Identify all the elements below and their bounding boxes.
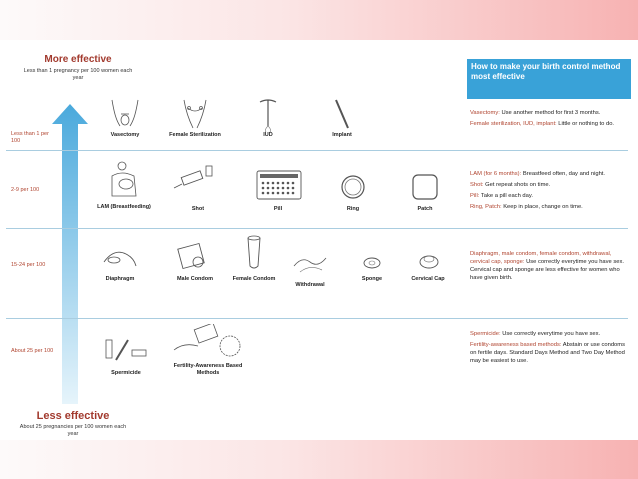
method-label: Implant: [332, 132, 352, 138]
advice-text: Keep in place, change on time.: [501, 204, 583, 210]
diaphragm-icon: [100, 244, 140, 270]
implant-icon: [330, 98, 354, 130]
method-label: LAM (Breastfeeding): [97, 204, 151, 210]
iud-icon: [258, 96, 278, 132]
advice-label: Spermicide:: [470, 331, 501, 337]
advice-tier-4: [470, 330, 630, 368]
advice-text: Breastfeed often, day and night.: [521, 171, 606, 177]
method-label: Cervical Cap: [411, 276, 445, 282]
lam-breastfeeding-icon: [106, 160, 142, 200]
patch-icon: [412, 174, 438, 200]
advice-tier-3: [470, 250, 630, 285]
advice-text: Abstain or use condoms on fertile days. Standard Days Method and Two Day Method may be easiest to use.: [470, 342, 625, 364]
advice-label: Female sterilization, IUD, implant:: [470, 121, 557, 127]
advice-label: Ring, Patch:: [470, 204, 502, 210]
advice-label: Fertility-awareness based methods:: [470, 342, 562, 348]
tier-divider: [6, 318, 628, 319]
method-label: Female Condom: [232, 276, 276, 282]
tier-divider: [6, 228, 628, 229]
advice-text: Take a pill each day.: [479, 193, 533, 199]
tier-rate-2: 2-9 per 100: [11, 187, 40, 193]
method-label: Ring: [346, 206, 360, 212]
advice-text: Little or nothing to do.: [556, 121, 615, 127]
spermicide-icon: [104, 334, 148, 364]
tier-rate-4: About 25 per 100: [11, 348, 54, 354]
cervical-cap-icon: [418, 252, 440, 270]
method-label: Fertility-Awareness Based Methods: [173, 363, 243, 376]
method-label: Sponge: [361, 276, 383, 282]
method-label: Patch: [417, 206, 433, 212]
method-label: Female Sterilization: [169, 132, 221, 138]
vasectomy-icon: [108, 98, 142, 130]
method-label: Vasectomy: [110, 132, 140, 138]
bottom-banner: [0, 440, 638, 479]
advice-text: Get repeat shots on time.: [483, 182, 551, 188]
method-label: Diaphragm: [105, 276, 135, 282]
method-label: Male Condom: [176, 276, 214, 282]
panel-header: How to make your birth control method most effective: [467, 59, 631, 99]
advice-text: Use correctly everytime you have sex. Cervical cap and sponge are less effective for women who have given birth.: [470, 259, 625, 281]
advice-tier-2: [470, 170, 630, 214]
female-sterilization-icon: [180, 98, 210, 130]
method-label: Spermicide: [111, 370, 141, 376]
less-effective-title: Less effective: [36, 410, 110, 422]
sponge-icon: [362, 256, 382, 270]
less-effective-subtitle: About 25 pregnancies per 100 women each year: [19, 424, 127, 437]
pill-pack-icon: [256, 170, 302, 200]
method-label: Pill: [273, 206, 283, 212]
more-effective-subtitle: Less than 1 pregnancy per 100 women each year: [23, 68, 133, 81]
method-label: IUD: [263, 132, 273, 138]
slide: [0, 40, 638, 440]
tier-divider: [6, 150, 628, 151]
advice-label: Pill:: [470, 193, 480, 199]
advice-text: Use correctly everytime you have sex.: [500, 331, 601, 337]
tier-rate-1: Less than 1 per 100: [11, 131, 49, 144]
fertility-awareness-icon: [172, 324, 246, 360]
method-label: Shot: [191, 206, 205, 212]
effectiveness-arrow-icon: [52, 104, 88, 404]
method-label: Withdrawal: [295, 282, 325, 288]
withdrawal-icon: [292, 250, 328, 276]
shot-icon: [172, 164, 216, 194]
more-effective-title: More effective: [44, 54, 112, 65]
advice-label: Vasectomy:: [470, 110, 500, 116]
advice-label: Shot:: [470, 182, 484, 188]
female-condom-icon: [244, 234, 264, 272]
ring-icon: [340, 174, 366, 200]
advice-label: Diaphragm, male condom, female condom, withdrawal, cervical cap, sponge:: [470, 251, 612, 265]
advice-tier-1: [470, 109, 630, 131]
tier-rate-3: 15-24 per 100: [11, 262, 46, 268]
male-condom-icon: [176, 238, 210, 272]
advice-text: Use another method for first 3 months.: [499, 110, 601, 116]
advice-label: LAM (for 6 months):: [470, 171, 522, 177]
